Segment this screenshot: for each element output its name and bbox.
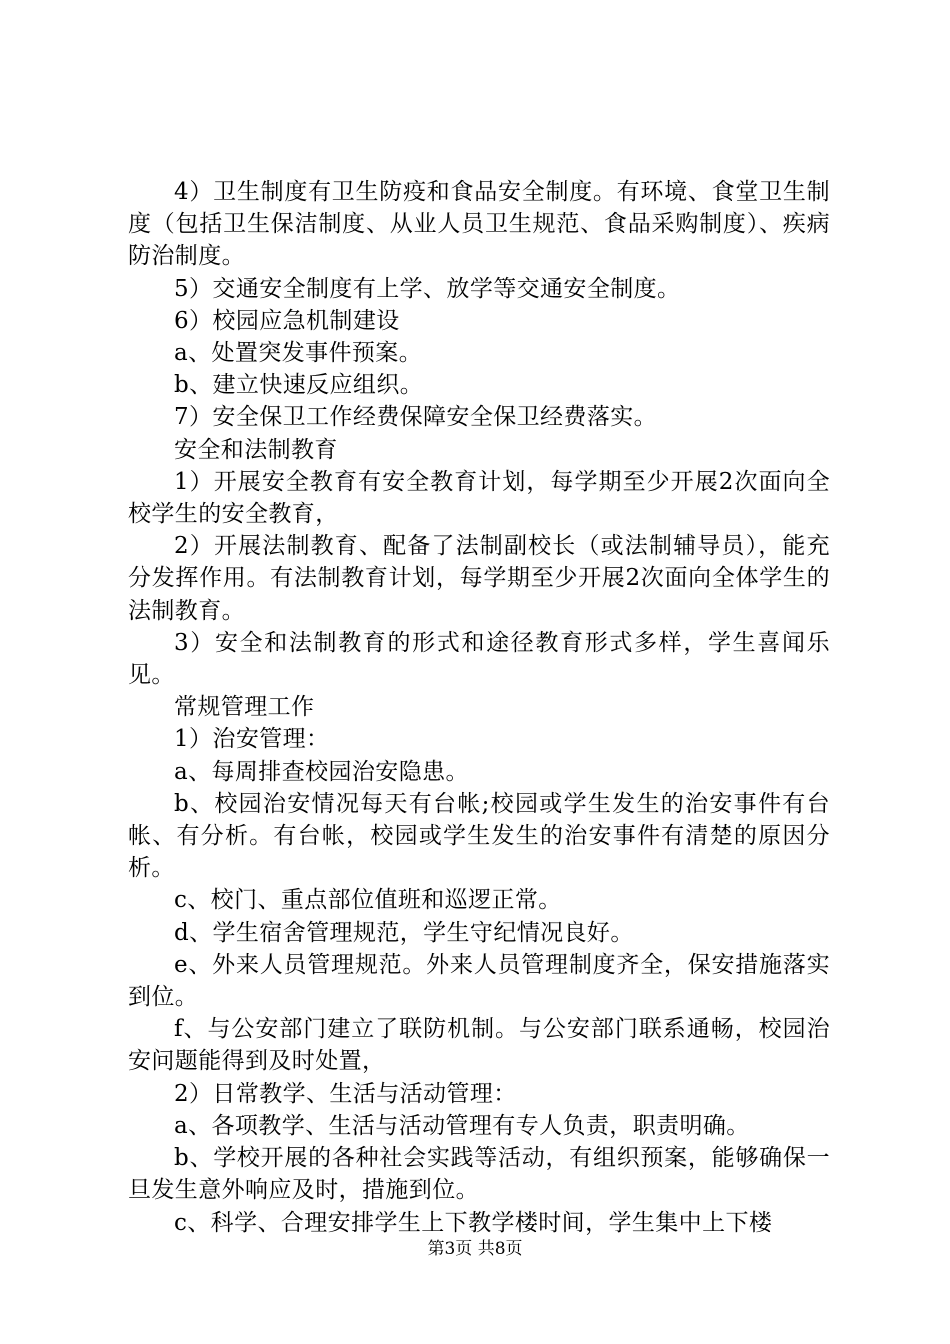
paragraph: 7）安全保卫工作经费保障安全保卫经费落实。	[174, 404, 658, 431]
paragraph: a、各项教学、生活与活动管理有专人负责，职责明确。	[174, 1112, 750, 1139]
page-number: 第3页 共8页	[427, 1239, 523, 1259]
paragraph: a、处置突发事件预案。	[174, 340, 423, 367]
paragraph: a、每周排查校园治安隐患。	[174, 758, 469, 785]
page-footer	[0, 1237, 950, 1261]
paragraph: 1）开展安全教育有安全教育计划，每学期至少开展2次面向全校学生的安全教育，	[128, 468, 830, 528]
paragraph: c、科学、合理安排学生上下教学楼时间，学生集中上下楼	[174, 1209, 773, 1236]
paragraph: 2）日常教学、生活与活动管理：	[174, 1080, 517, 1107]
paragraph: 2）开展法制教育、配备了法制副校长（或法制辅导员），能充分发挥作用。有法制教育计划，每学期至少开展2次面向全体学生的法制教育。	[128, 533, 830, 624]
paragraph: 3）安全和法制教育的形式和途径教育形式多样，学生喜闻乐见。	[128, 629, 830, 689]
paragraph: 1）治安管理：	[174, 726, 330, 753]
paragraph: b、校园治安情况每天有台帐;校园或学生发生的治安事件有台帐、有分析。有台帐，校园或学生发生的治安事件有清楚的原因分析。	[128, 790, 830, 882]
paragraph: d、学生宿舍管理规范，学生守纪情况良好。	[174, 919, 634, 946]
paragraph: f、与公安部门建立了联防机制。与公安部门联系通畅，校园治安问题能得到及时处置，	[128, 1016, 830, 1075]
document-body	[128, 176, 830, 1239]
paragraph: c、校门、重点部位值班和巡逻正常。	[174, 887, 562, 914]
paragraph: b、建立快速反应组织。	[174, 372, 424, 399]
section-heading: 常规管理工作	[174, 694, 315, 721]
paragraph: 4）卫生制度有卫生防疫和食品安全制度。有环境、食堂卫生制度（包括卫生保洁制度、从业人员卫生规范、食品采购制度）、疾病防治制度。	[128, 179, 830, 270]
paragraph: e、外来人员管理规范。外来人员管理制度齐全，保安措施落实到位。	[128, 951, 830, 1011]
paragraph: 6）校园应急机制建设	[174, 307, 400, 334]
section-heading: 安全和法制教育	[174, 436, 338, 463]
paragraph: b、学校开展的各种社会实践等活动，有组织预案，能够确保一旦发生意外响应及时，措施到位。	[128, 1145, 830, 1204]
paragraph: 5）交通安全制度有上学、放学等交通安全制度。	[174, 275, 681, 302]
